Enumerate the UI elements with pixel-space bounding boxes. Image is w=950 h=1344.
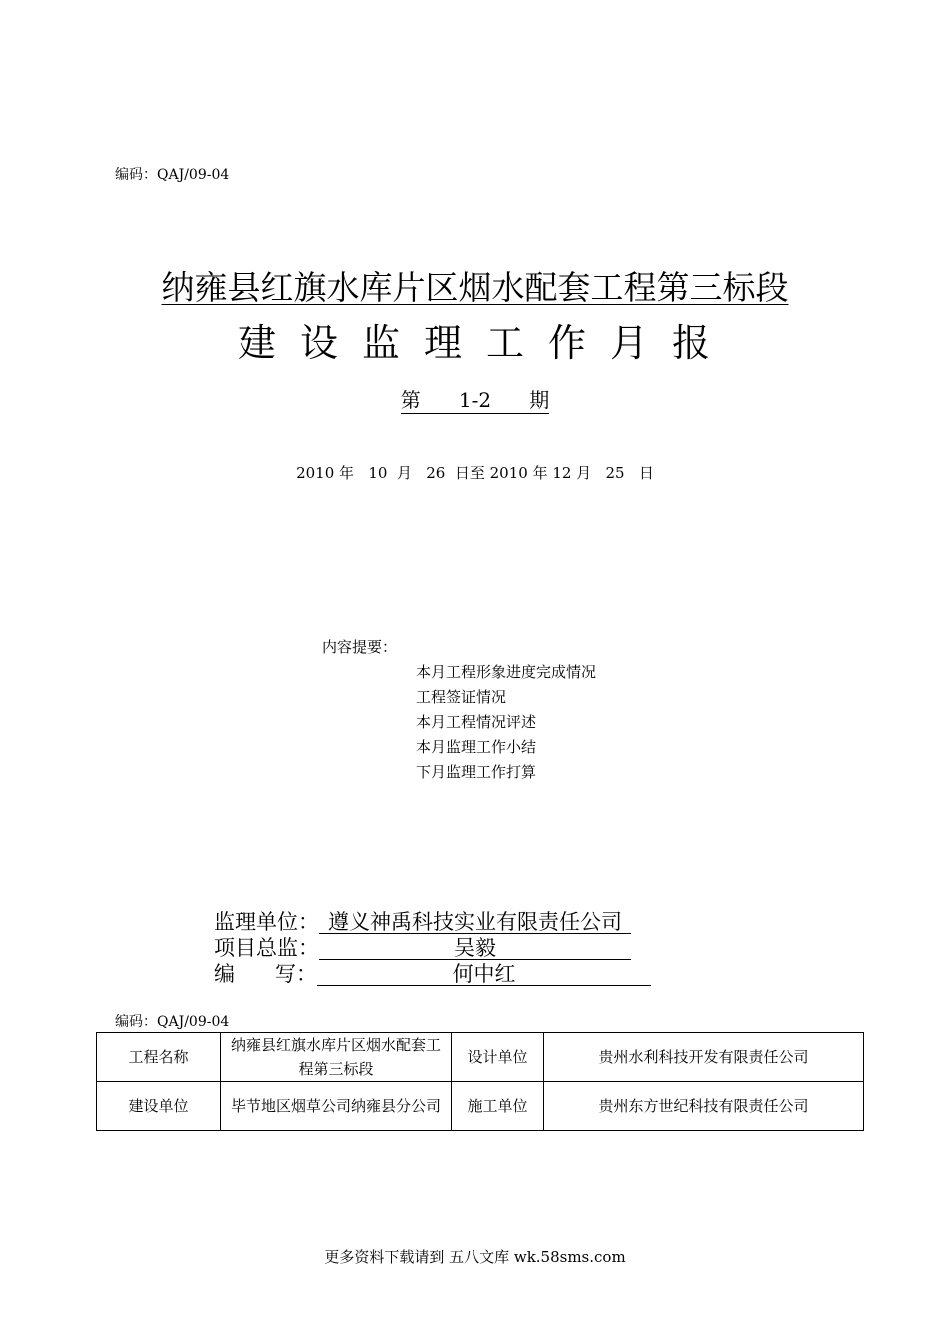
cell-construction-owner: 毕节地区烟草公司纳雍县分公司 xyxy=(221,1082,452,1131)
supervision-unit-label: 监理单位： xyxy=(214,910,319,934)
cell-project-name: 纳雍县红旗水库片区烟水配套工程第三标段 xyxy=(221,1033,452,1082)
table-row xyxy=(97,1033,864,1082)
period-value: 1-2 xyxy=(458,388,492,412)
report-title: 建设监理工作月报 xyxy=(237,321,734,365)
editor-label: 编 写： xyxy=(214,962,318,986)
cell-label-project-name: 工程名称 xyxy=(97,1033,221,1082)
chief-supervisor-value: 吴毅 xyxy=(319,937,631,960)
cell-design-unit: 贵州水利科技开发有限责任公司 xyxy=(544,1033,864,1082)
summary-label: 内容提要： xyxy=(322,638,398,656)
project-info-table xyxy=(96,1032,864,1131)
summary-item: 本月工程情况评述 xyxy=(416,713,537,731)
editor xyxy=(214,958,651,988)
period-line xyxy=(401,388,550,414)
date-range: 2010 年 10 月 26 日至 2010 年 12 月 25 日 xyxy=(296,464,654,482)
period-prefix: 第 xyxy=(400,388,421,412)
project-title-text: 纳雍县红旗水库片区烟水配套工程第三标段 xyxy=(161,268,789,307)
summary-item: 本月工程形象进度完成情况 xyxy=(416,663,597,681)
table-row xyxy=(97,1082,864,1131)
summary-item: 本月监理工作小结 xyxy=(416,738,537,756)
summary-list xyxy=(416,660,596,785)
chief-supervisor-label: 项目总监： xyxy=(214,936,319,960)
supervision-unit-value: 遵义神禹科技实业有限责任公司 xyxy=(319,911,631,934)
report-period xyxy=(0,384,950,413)
cell-label-design-unit: 设计单位 xyxy=(452,1033,544,1082)
document-code: 编码：QAJ/09-04 xyxy=(115,167,230,183)
cell-label-contractor: 施工单位 xyxy=(452,1082,544,1131)
summary-item: 工程签证情况 xyxy=(416,688,507,706)
table-code: 编码：QAJ/09-04 xyxy=(115,1014,230,1030)
project-title xyxy=(0,262,950,309)
footer-text: 更多资料下载请到 五八文库 wk.58sms.com xyxy=(324,1248,626,1266)
cell-label-construction-owner: 建设单位 xyxy=(97,1082,221,1131)
period-suffix: 期 xyxy=(529,388,550,412)
summary-item: 下月监理工作打算 xyxy=(416,763,537,781)
cell-contractor: 贵州东方世纪科技有限责任公司 xyxy=(544,1082,864,1131)
editor-value: 何中红 xyxy=(317,963,651,986)
